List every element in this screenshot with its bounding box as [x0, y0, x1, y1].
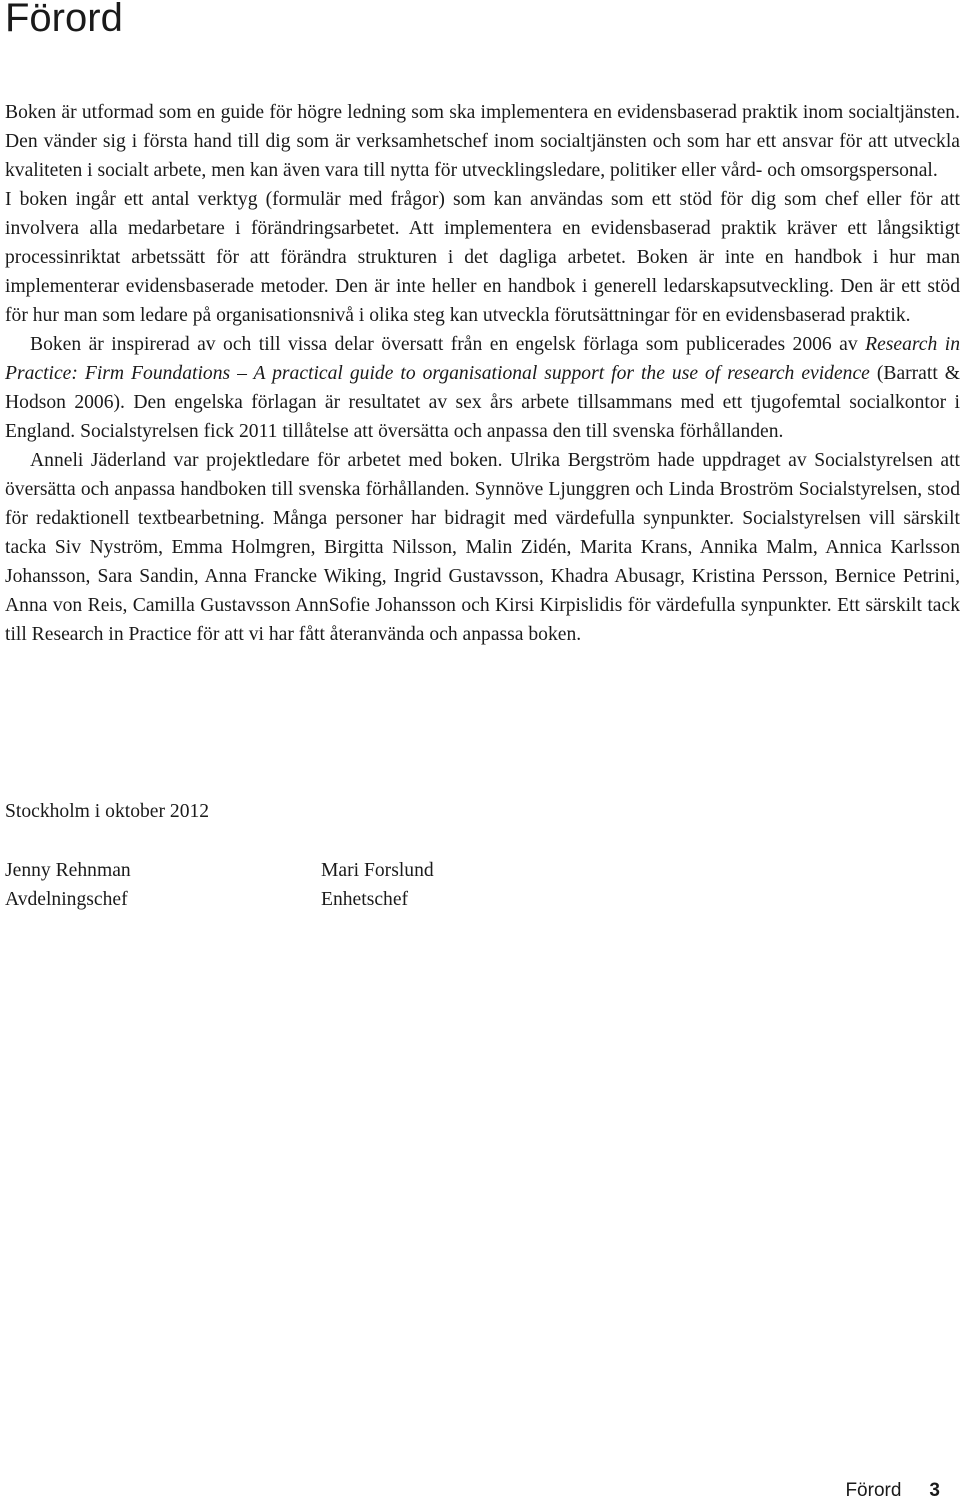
- page-footer: [845, 1478, 940, 1504]
- footer-section-title: Förord: [845, 1480, 902, 1501]
- signature-left: [5, 856, 131, 914]
- signature-right: [321, 856, 434, 914]
- body-text: [5, 98, 960, 649]
- signature-name: Mari Forslund: [321, 860, 434, 881]
- paragraph-source: [5, 330, 960, 446]
- paragraph-tools: I boken ingår ett antal verktyg (formulär med frågor) som kan användas som ett stöd för dig som chef eller för att involvera alla medarbetare i förändringsarbetet. Att implementera en evidensbaserad praktik kräver ett långsiktigt processinriktat arbetssätt för att förändra strukturen i det dagliga arbetet. Boken är inte en handbok i hur man implementerar evidensbaserade metoder. Den är inte heller en handbok i generell ledarskapsutveckling. Den är ett stöd för hur man som ledare på organisationsnivå i olika steg kan utveckla förutsättningar för en evidensbaserad praktik.: [5, 189, 960, 326]
- closing-place-date: Stockholm i oktober 2012: [5, 801, 210, 822]
- source-text-before: Boken är inspirerad av och till vissa delar översatt från en engelsk förlaga som publicerades 2006 av: [30, 334, 866, 355]
- page-title: Förord: [5, 0, 123, 40]
- source-text-after: (Barratt & Hodson 2006). Den engelska förlagan är resultatet av sex års arbete tillsammans med ett tjugofemtal socialkontor i England. Socialstyrelsen fick 2011 tillåtelse att översätta och anpassa den till svenska förhållanden.: [5, 363, 960, 442]
- paragraph-acknowledgements: Anneli Jäderland var projektledare för arbetet med boken. Ulrika Bergström hade uppdraget av Socialstyrelsen att översätta och anpassa handboken till svenska förhållanden. Synnöve Ljunggren och Linda Broström Socialstyrelsen, stod för redaktionell textbearbetning. Många personer har bidragit med värdefulla synpunkter. Socialstyrelsen vill särskilt tacka Siv Nyström, Emma Holmgren, Birgitta Nilsson, Malin Zidén, Marita Krans, Annika Malm, Annica Karlsson Johansson, Sara Sandin, Anna Francke Wiking, Ingrid Gustavsson, Khadra Abusagr, Kristina Persson, Bernice Petrini, Anna von Reis, Camilla Gustavsson AnnSofie Johansson och Kirsi Kirpislidis för värdefulla synpunkter. Ett särskilt tack till Research in Practice för att vi har fått återanvända och anpassa boken.: [5, 450, 960, 645]
- paragraph-intro: Boken är utformad som en guide för högre ledning som ska implementera en evidensbaserad praktik inom socialtjänsten. Den vänder sig i första hand till dig som är verksamhetschef inom socialtjänsten och som har ett ansvar för att utveckla kvaliteten i socialt arbete, men kan även vara till nytta för utvecklingsledare, politiker eller vård- och omsorgspersonal.: [5, 102, 960, 181]
- source-book-title: Research in Practice: Firm Foundations – A practical guide to organisational support for the use of research evidence: [5, 334, 960, 384]
- page-number: 3: [929, 1480, 940, 1501]
- signature-role: Avdelningschef: [5, 889, 128, 910]
- signature-role: Enhetschef: [321, 889, 409, 910]
- signature-name: Jenny Rehnman: [5, 860, 131, 881]
